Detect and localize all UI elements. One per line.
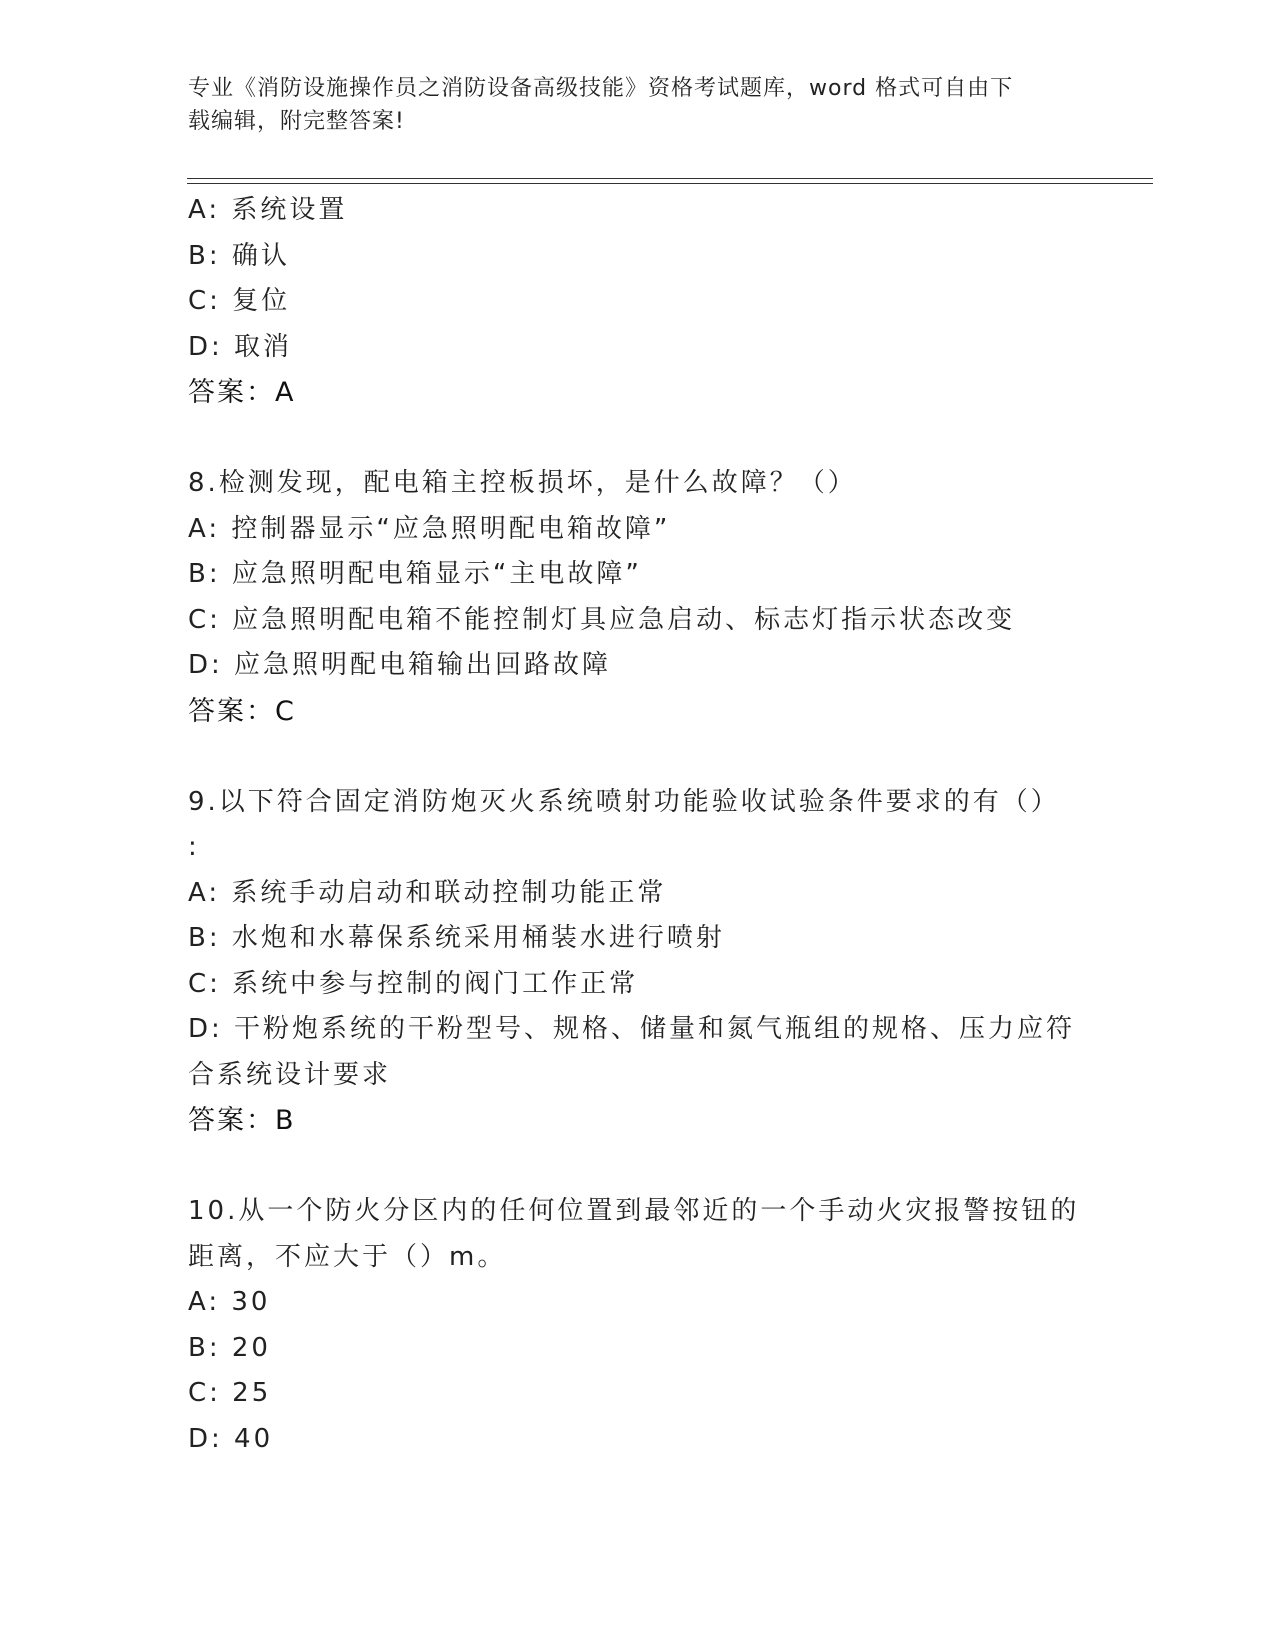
- option-c: C: 系统中参与控制的阀门工作正常: [188, 968, 639, 999]
- option-a: A: 30: [188, 1287, 271, 1317]
- question-10: [188, 1189, 1088, 1462]
- option-d-line-2: 合系统设计要求: [188, 1059, 392, 1090]
- spacer: [188, 416, 1088, 462]
- option-c: C: 复位: [188, 286, 291, 316]
- option-d: D: 40: [188, 1423, 274, 1454]
- question-9: [188, 780, 1088, 1144]
- option-d: D: 取消: [188, 331, 293, 362]
- option-b: B: 水炮和水幕保系统采用桶装水进行喷射: [188, 923, 725, 953]
- option-d: D: 应急照明配电箱输出回路故障: [188, 650, 612, 680]
- option-b: B: 应急照明配电箱显示“主电故障”: [188, 559, 642, 589]
- question-7: [188, 188, 1088, 416]
- option-a: A: 系统手动启动和联动控制功能正常: [188, 877, 667, 908]
- header-line-2: 载编辑，附完整答案!: [188, 109, 405, 134]
- option-c: C: 应急照明配电箱不能控制灯具应急启动、标志灯指示状态改变: [188, 604, 1016, 635]
- header-line-1: 专业《消防设施操作员之消防设备高级技能》资格考试题库，word 格式可自由下: [188, 76, 1014, 101]
- header-rule-top: [187, 178, 1153, 179]
- question-text-line-1: 10.从一个防火分区内的任何位置到最邻近的一个手动火灾报警按钮的: [188, 1196, 1080, 1226]
- spacer: [188, 734, 1088, 780]
- option-a: A: 系统设置: [188, 195, 348, 225]
- option-d-line-1: D: 干粉炮系统的干粉型号、规格、储量和氮气瓶组的规格、压力应符: [188, 1014, 1076, 1044]
- question-text-line-2: 距离，不应大于（）m。: [188, 1241, 507, 1272]
- answer: 答案：C: [188, 695, 296, 727]
- answer: 答案：A: [188, 377, 296, 408]
- question-text-line-1: 9.以下符合固定消防炮灭火系统喷射功能验收试验条件要求的有（）: [188, 786, 1060, 817]
- question-text: 8.检测发现，配电箱主控板损坏，是什么故障？（）: [188, 468, 857, 498]
- header-rule-bottom: [187, 183, 1153, 184]
- option-b: B: 确认: [188, 240, 290, 271]
- option-a: A: 控制器显示“应急照明配电箱故障”: [188, 513, 671, 544]
- question-list: [188, 188, 1088, 1462]
- spacer: [188, 1144, 1088, 1190]
- option-c: C: 25: [188, 1378, 272, 1408]
- question-text-line-2: :: [188, 832, 200, 862]
- question-8: [188, 461, 1088, 734]
- option-b: B: 20: [188, 1332, 271, 1363]
- document-header: [188, 72, 1088, 138]
- answer: 答案：B: [188, 1105, 296, 1136]
